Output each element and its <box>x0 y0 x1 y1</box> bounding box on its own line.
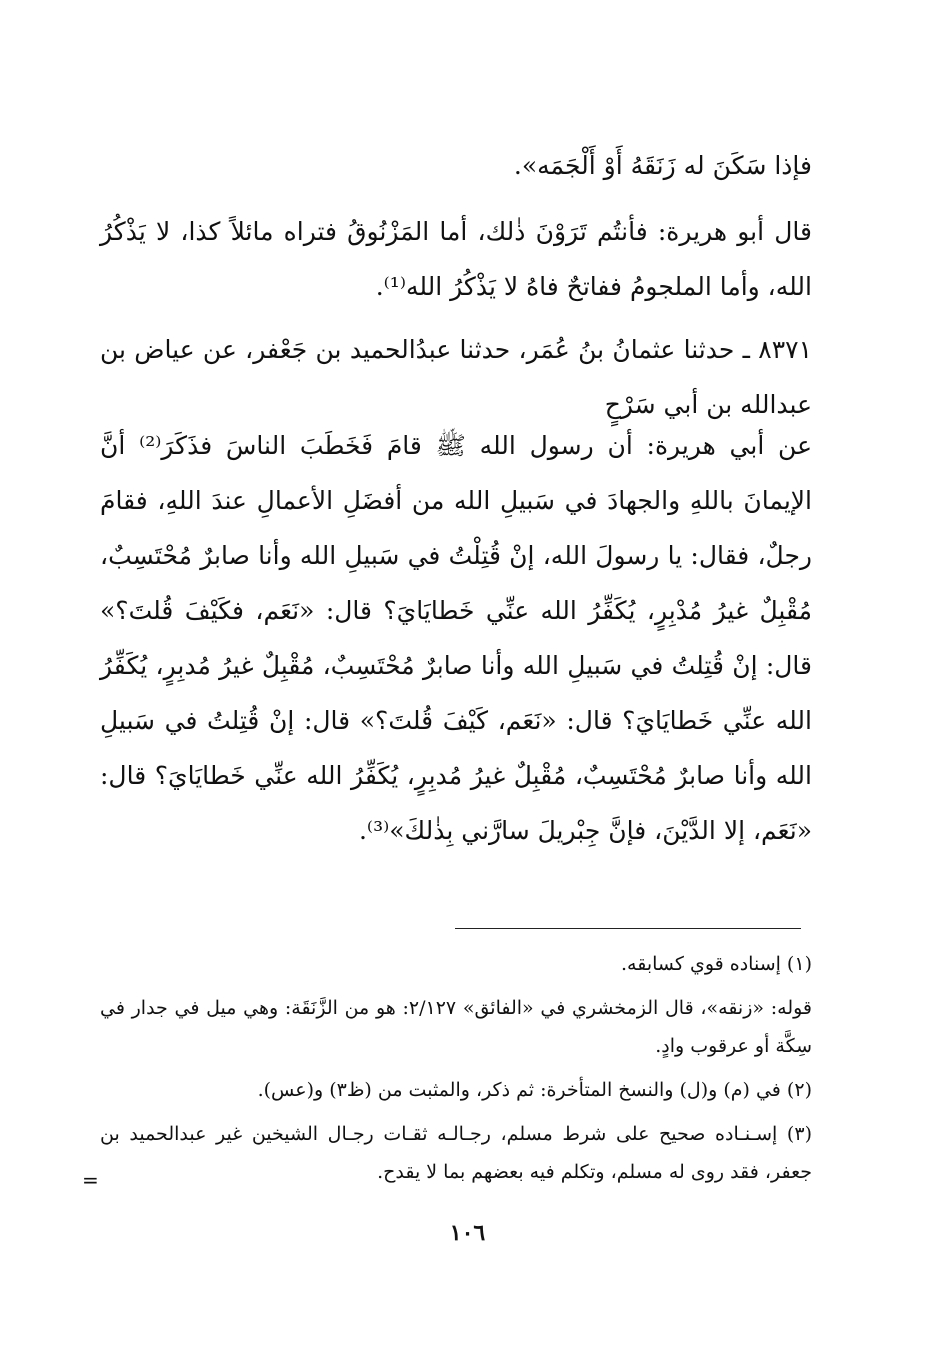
main-text-abu-hurayra <box>100 204 812 314</box>
footnote-2: (٢) في (م) و(ل) والنسخ المتأخرة: ثم ذكر، والمثبت من (ظ٣) و(عس). <box>257 1079 812 1101</box>
hadith-paragraph: عن أبي هريرة: أن رسول الله ﷺ قامَ فَخَطَبَ الناسَ فذَكَرَ⁽²⁾ أنَّ الإيمانَ باللهِ والجهادَ في سَبيلِ الله من أفضَلِ الأعمالِ عندَ اللهِ، فقامَ رجلٌ، فقال: يا رسولَ الله، إنْ قُتِلْتُ في سَبيلِ الله وأنا صابرٌ مُحْتَسِبٌ، مُقْبِلٌ غيرُ مُدْبِرٍ، يُكَفِّرُ الله عنِّي خَطايَايَ؟ قال: «نَعَم، فكَيْفَ قُلتَ؟» قال: إنْ قُتِلتُ في سَبيلِ الله وأنا صابرٌ مُحْتَسِبٌ، مُقْبِلٌ غيرُ مُدبِرٍ، يُكَفِّرُ الله عنِّي خَطايَايَ؟ قال: «نَعَم، كَيْفَ قُلتَ؟» قال: إنْ قُتِلتُ في سَبيلِ الله وأنا صابرٌ مُحْتَسِبٌ، مُقْبِلٌ غيرُ مُدبِرٍ، يُكَفِّرُ الله عنِّي خَطايَايَ؟ قال: «نَعَم، إلا الدَّيْنَ، فإنَّ جِبْريلَ سارَّني بِذٰلكَ»⁽³⁾. <box>100 431 812 845</box>
page-number: ١٠٦ <box>449 1220 486 1246</box>
abu-hurayra-paragraph: قال أبو هريرة: فأنتُم تَرَوْنَ ذٰلك، أما المَزْنُوقُ فتراه مائلاً كذا، لا يَذْكُرُ الله، وأما الملجومُ ففاتحٌ فاهُ لا يَذْكُرُ الله⁽¹⁾. <box>100 217 812 301</box>
footnote-3: (٣) إسـنـاده صحيح على شرط مسلم، رجـالـه ثقـات رجـال الشيخين غير عبدالحميد بن جعفر، فقد روى له مسلم، وتكلم فيه بعضهم بما لا يقدح. <box>100 1123 812 1183</box>
footnote-1-note: قوله: «زنقه»، قال الزمخشري في «الفائق» ٢/١٢٧: هو من الزَّنَقَة: وهي ميل في جدار في سِكَّة أو عرقوب وادٍ. <box>100 997 813 1057</box>
footnotes <box>100 945 812 1197</box>
intro-paragraph: فإذا سَكَنَ له زَنَقَهُ أَوْ أَلْجَمَه». <box>513 151 812 180</box>
footnote-separator <box>455 928 801 929</box>
isnad-paragraph: ٨٣٧١ ـ حدثنا عثمانُ بنُ عُمَر، حدثنا عبدُالحميد بن جَعْفر، عن عياض بن عبدالله بن أبي سَرْحٍ <box>100 335 812 419</box>
footnote-1: (١) إسناده قوي كسابقه. <box>621 953 812 975</box>
main-text-intro <box>100 138 812 193</box>
continuation-mark: = <box>82 1168 99 1192</box>
main-text-isnad <box>100 322 812 432</box>
main-text-hadith <box>100 418 812 858</box>
